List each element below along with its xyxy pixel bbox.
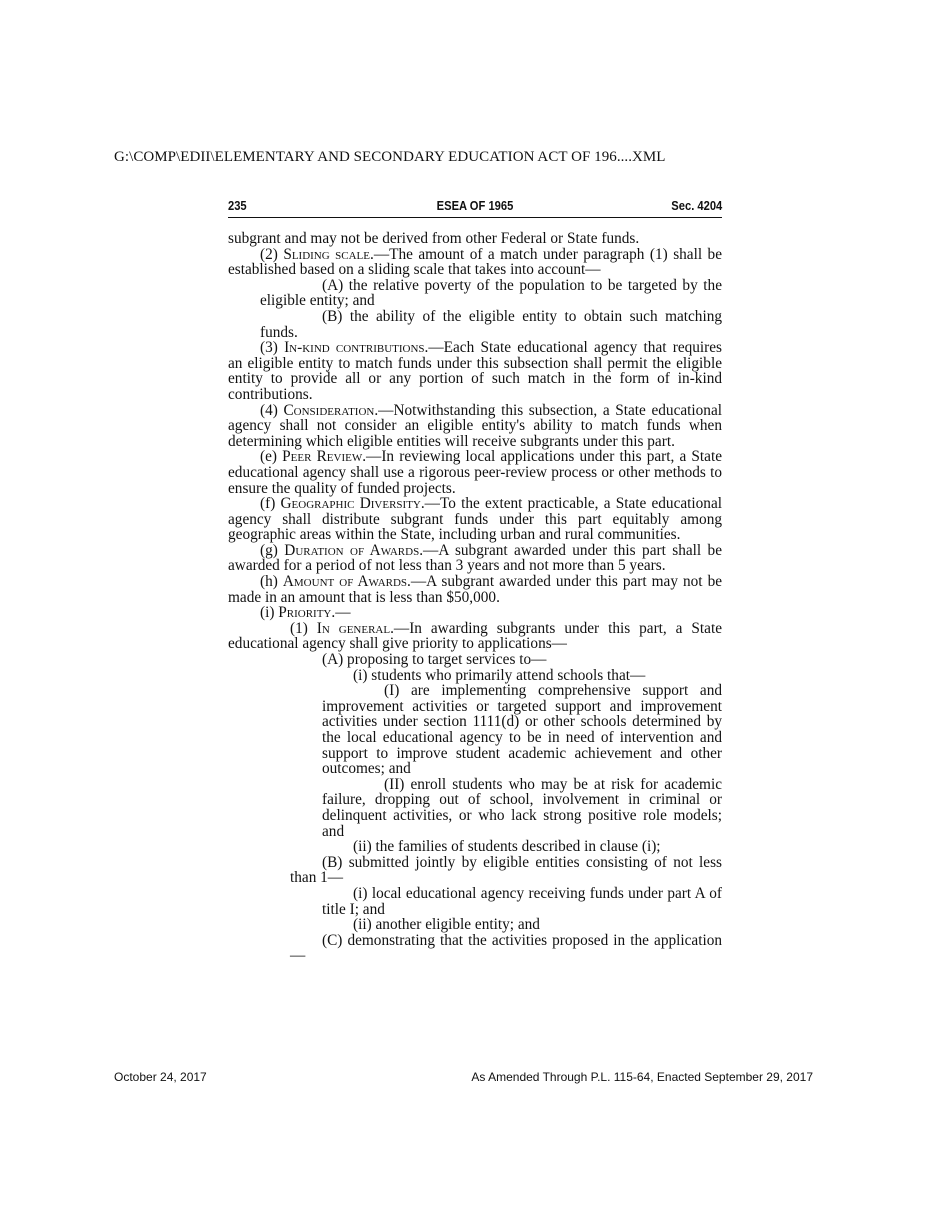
statute-paragraph [322,777,722,839]
statute-body [228,231,722,964]
paragraph-designation: (i) [260,604,279,622]
paragraph-designation: (h) [260,573,283,591]
paragraph-heading: In general [316,619,391,637]
paragraph-heading: Geographic Diversity [280,495,421,513]
statute-paragraph [322,917,722,933]
paragraph-designation: (4) [260,401,284,419]
paragraph-heading: Consideration [283,401,375,419]
statute-paragraph [290,855,722,886]
statute-paragraph [290,652,722,668]
statute-paragraph [228,605,722,621]
paragraph-designation: (f) [260,495,281,513]
paragraph-text: (II) enroll students who may be at risk for academic failure, dropping out of school, involvement in criminal or delinquent activities, or who lack strong positive role models; and [322,775,722,840]
paragraph-text: (A) proposing to target services to— [322,651,547,669]
statute-paragraph [322,668,722,684]
paragraph-text: (B) the ability of the eligible entity to obtain such matching funds. [260,307,722,341]
statute-paragraph [322,886,722,917]
file-path-header: G:\COMP\EDII\ELEMENTARY AND SECONDARY EDUCATION ACT OF 196....XML [114,149,666,165]
paragraph-text: (C) demonstrating that the activities proposed in the application— [290,931,722,965]
paragraph-text: .—In awarding subgrants under this part, a State educational agency shall give priority to applications— [228,619,722,653]
page-number: 235 [228,198,247,213]
paragraph-text: .—A subgrant awarded under this part may not be made in an amount that is less than $50,000. [228,573,723,606]
paragraph-text: .—To the extent practicable, a State educational agency shall distribute subgrant funds under this part equitably among geographic areas within the State, including urban and rural communities. [228,495,722,544]
footer-date: October 24, 2017 [114,1070,207,1084]
paragraph-text: subgrant and may not be derived from other Federal or State funds. [228,230,640,247]
statute-paragraph [228,247,722,278]
paragraph-text: (ii) the families of students described in clause (i); [353,838,661,856]
paragraph-text: (ii) another eligible entity; and [353,916,540,934]
statute-paragraph [260,278,722,309]
paragraph-text: .—In reviewing local applications under this part, a State educational agency shall use a rigorous peer-review process or other methods to ensure the quality of funded projects. [228,448,722,497]
paragraph-text: .—A subgrant awarded under this part shall be awarded for a period of not less than 3 years and not more than 5 years. [228,541,722,575]
paragraph-designation: (3) [260,339,285,357]
paragraph-designation: (g) [260,541,285,559]
paragraph-designation: (2) [260,245,284,263]
statute-paragraph [290,933,722,964]
statute-paragraph [228,449,722,496]
statute-paragraph [228,543,722,574]
statute-paragraph [228,340,722,402]
section-number: Sec. 4204 [671,198,722,213]
paragraph-text: (I) are implementing comprehensive support and improvement activities or targeted support and improvement activities under section 1111(d) or other schools determined by the local educational agency to be in need of intervention and support to improve student academic achievement and other outcomes; and [322,682,722,778]
statute-paragraph [228,621,722,652]
paragraph-text: .— [331,604,351,622]
statute-paragraph [228,574,722,605]
paragraph-heading: In-kind contributions [284,339,425,357]
running-head [228,197,722,218]
paragraph-designation: (1) [290,619,317,637]
statute-paragraph [260,309,722,340]
paragraph-text: .—Each State educational agency that requires an eligible entity to match funds under this subsection shall permit the eligible entity to provide all or any portion of such match in the form of in-kind contributions. [228,339,722,403]
statute-paragraph [322,683,722,777]
statute-paragraph [322,839,722,855]
paragraph-text: (i) students who primarily attend schools that— [353,666,646,684]
paragraph-heading: Sliding scale [283,245,370,263]
paragraph-heading: Amount of Awards [282,573,408,591]
statute-paragraph [228,496,722,543]
paragraph-heading: Priority [278,604,332,622]
paragraph-heading: Duration of Awards [284,541,420,559]
paragraph-text: .—Notwithstanding this subsection, a State educational agency shall not consider an eligible entity's ability to match funds when determining which eligible entities will receive subgrants under this part. [228,401,722,450]
paragraph-designation: (e) [260,448,283,466]
running-head-title: ESEA OF 1965 [436,198,514,213]
paragraph-text: .—The amount of a match under paragraph (1) shall be established based on a sliding scale that takes into account— [228,245,722,279]
footer-amendment-note: As Amended Through P.L. 115-64, Enacted September 29, 2017 [471,1070,813,1084]
paragraph-text: (B) submitted jointly by eligible entities consisting of not less than 1— [290,853,722,887]
paragraph-text: (A) the relative poverty of the population to be targeted by the eligible entity; and [260,276,722,310]
statute-paragraph [228,403,722,450]
statute-paragraph [228,231,722,247]
paragraph-text: (i) local educational agency receiving funds under part A of title I; and [322,884,722,918]
paragraph-heading: Peer Review [282,448,363,466]
